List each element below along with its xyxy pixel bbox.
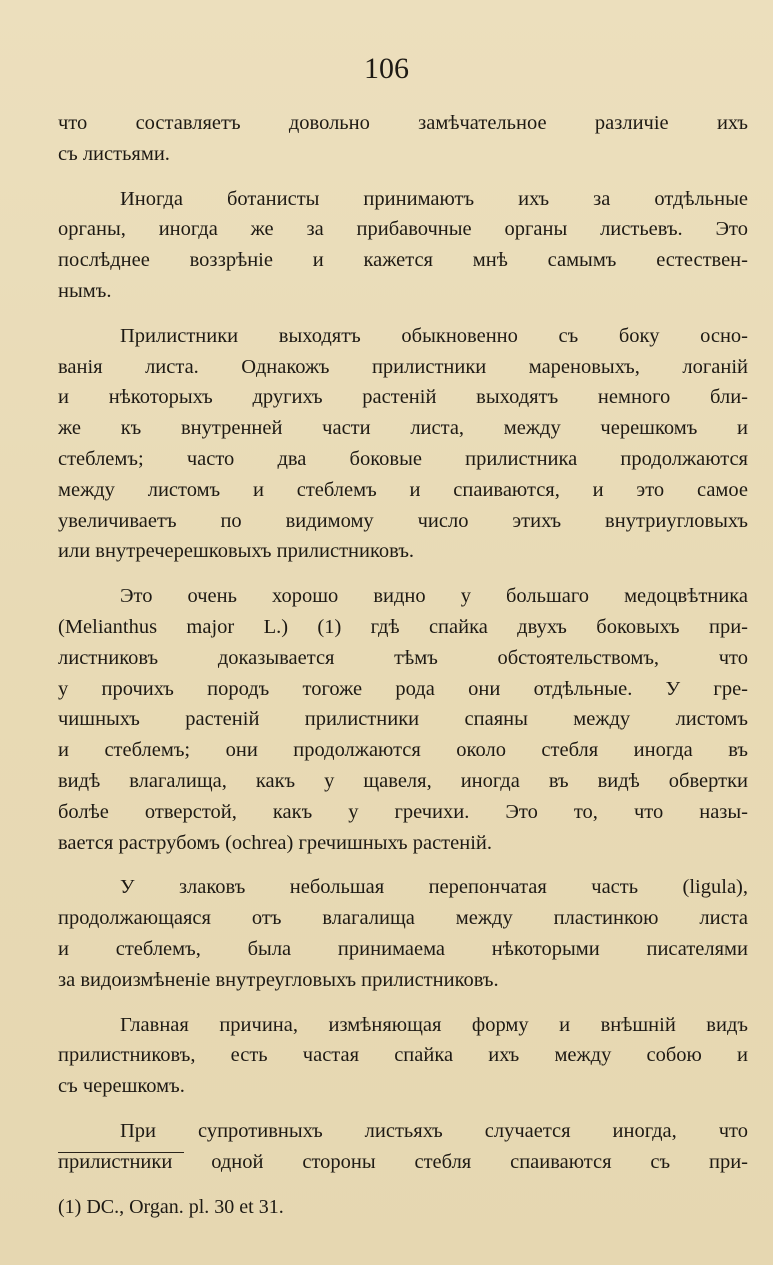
text-line: Это очень хорошо видно у большаго медоцвѣтника <box>120 585 748 608</box>
text-line: болѣе отверстой, какъ у гречихи. Это то, что назы- <box>58 800 748 823</box>
text-line: же къ внутренней части листа, между черешкомъ и <box>58 417 748 440</box>
text-line: нымъ. <box>58 279 112 302</box>
text-line: (Melianthus major L.) (1) гдѣ спайка двухъ боковыхъ при- <box>58 615 748 638</box>
paragraph <box>58 321 748 567</box>
text-line: съ черешкомъ. <box>58 1075 185 1098</box>
body-text <box>58 108 748 1192</box>
text-line: У злаковъ небольшая перепончатая часть (ligula), <box>120 876 748 899</box>
text-line: за видоизмѣненіе внутреугловыхъ прилистниковъ. <box>58 968 499 991</box>
text-line: у прочихъ породъ тогоже рода они отдѣльные. У гре- <box>58 677 748 700</box>
text-line: и стеблемъ, была принимаема нѣкоторыми писателями <box>58 937 748 960</box>
text-line: прилистники одной стороны стебля спаиваются съ при- <box>58 1150 748 1173</box>
text-line: Главная причина, измѣняющая форму и внѣшній видъ <box>120 1013 748 1036</box>
footnote-divider <box>58 1152 184 1153</box>
text-line: и стеблемъ; они продолжаются около стебля иногда въ <box>58 739 748 762</box>
text-line: органы, иногда же за прибавочные органы листьевъ. Это <box>58 218 748 241</box>
text-line: При супротивныхъ листьяхъ случается иногда, что <box>120 1119 748 1142</box>
text-line: продолжающаяся отъ влагалища между пластинкою листа <box>58 907 748 930</box>
paragraph <box>58 184 748 307</box>
paragraph <box>58 1116 748 1178</box>
paragraph <box>58 581 748 858</box>
paragraph <box>58 108 748 170</box>
text-line: и нѣкоторыхъ другихъ растеній выходятъ немного бли- <box>58 386 748 409</box>
text-line: вается раструбомъ (ochrea) гречишныхъ растеній. <box>58 831 492 854</box>
page-number: 106 <box>364 52 409 85</box>
text-line: прилистниковъ, есть частая спайка ихъ между собою и <box>58 1044 748 1067</box>
paragraph <box>58 1010 748 1102</box>
text-line: увеличиваетъ по видимому число этихъ внутриугловыхъ <box>58 509 748 532</box>
text-line: стеблемъ; часто два боковые прилистника продолжаются <box>58 447 748 470</box>
text-line: видѣ влагалища, какъ у щавеля, иногда въ видѣ обвертки <box>58 769 748 792</box>
paragraph <box>58 872 748 995</box>
text-line: между листомъ и стеблемъ и спаиваются, и это самое <box>58 478 748 501</box>
text-line: чишныхъ растеній прилистники спаяны между листомъ <box>58 708 748 731</box>
footnote: (1) DC., Organ. pl. 30 et 31. <box>58 1196 284 1218</box>
text-line: Иногда ботанисты принимаютъ ихъ за отдѣльные <box>120 187 748 210</box>
text-line: ванія листа. Однакожъ прилистники мареновыхъ, логаній <box>58 355 748 378</box>
text-line: послѣднее воззрѣніе и кажется мнѣ самымъ естествен- <box>58 249 748 272</box>
text-line: что составляетъ довольно замѣчательное различіе ихъ <box>58 112 748 134</box>
text-line: съ листьями. <box>58 142 170 165</box>
text-line: или внутречерешковыхъ прилистниковъ. <box>58 540 415 563</box>
text-line: листниковъ доказывается тѣмъ обстоятельствомъ, что <box>58 646 748 669</box>
text-line: Прилистники выходятъ обыкновенно съ боку осно- <box>120 324 748 347</box>
